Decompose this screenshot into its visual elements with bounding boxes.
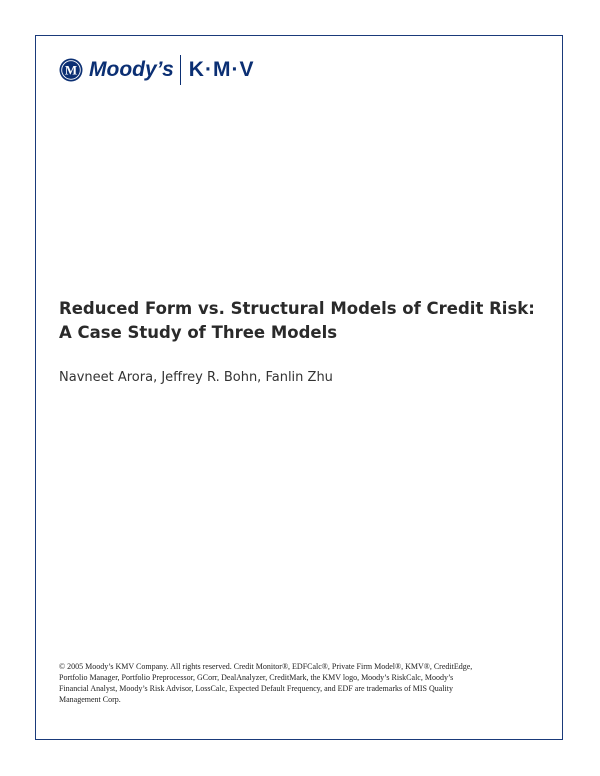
legal-line-4: Management Corp. bbox=[59, 695, 121, 704]
title-line-2: A Case Study of Three Models bbox=[59, 323, 338, 342]
title-line-1: Reduced Form vs. Structural Models of Credit Risk: bbox=[59, 299, 535, 318]
logo-divider bbox=[180, 55, 181, 85]
logo-brand-text: Moody’s bbox=[89, 58, 174, 81]
legal-line-3: Financial Analyst, Moody’s Risk Advisor, LossCalc, Expected Default Frequency, and EDF are trademarks of MIS Quality bbox=[59, 684, 453, 693]
logo-product-text: K·M·V bbox=[188, 58, 255, 81]
document-title bbox=[59, 297, 559, 345]
page-border-frame bbox=[35, 35, 563, 740]
legal-line-2: Portfolio Manager, Portfolio Preprocessor, GCorr, DealAnalyzer, CreditMark, the KMV logo, Moody’s RiskCalc, Moody’s bbox=[59, 673, 454, 682]
copyright-notice bbox=[59, 661, 545, 705]
seal-letter: M bbox=[64, 62, 78, 78]
moodys-kmv-logo bbox=[59, 55, 254, 85]
moodys-seal-icon bbox=[59, 58, 83, 82]
legal-line-1: © 2005 Moody’s KMV Company. All rights reserved. Credit Monitor®, EDFCalc®, Private Firm Model®, KMV®, CreditEdge, bbox=[59, 662, 473, 671]
author-list: Navneet Arora, Jeffrey R. Bohn, Fanlin Zhu bbox=[59, 370, 333, 385]
